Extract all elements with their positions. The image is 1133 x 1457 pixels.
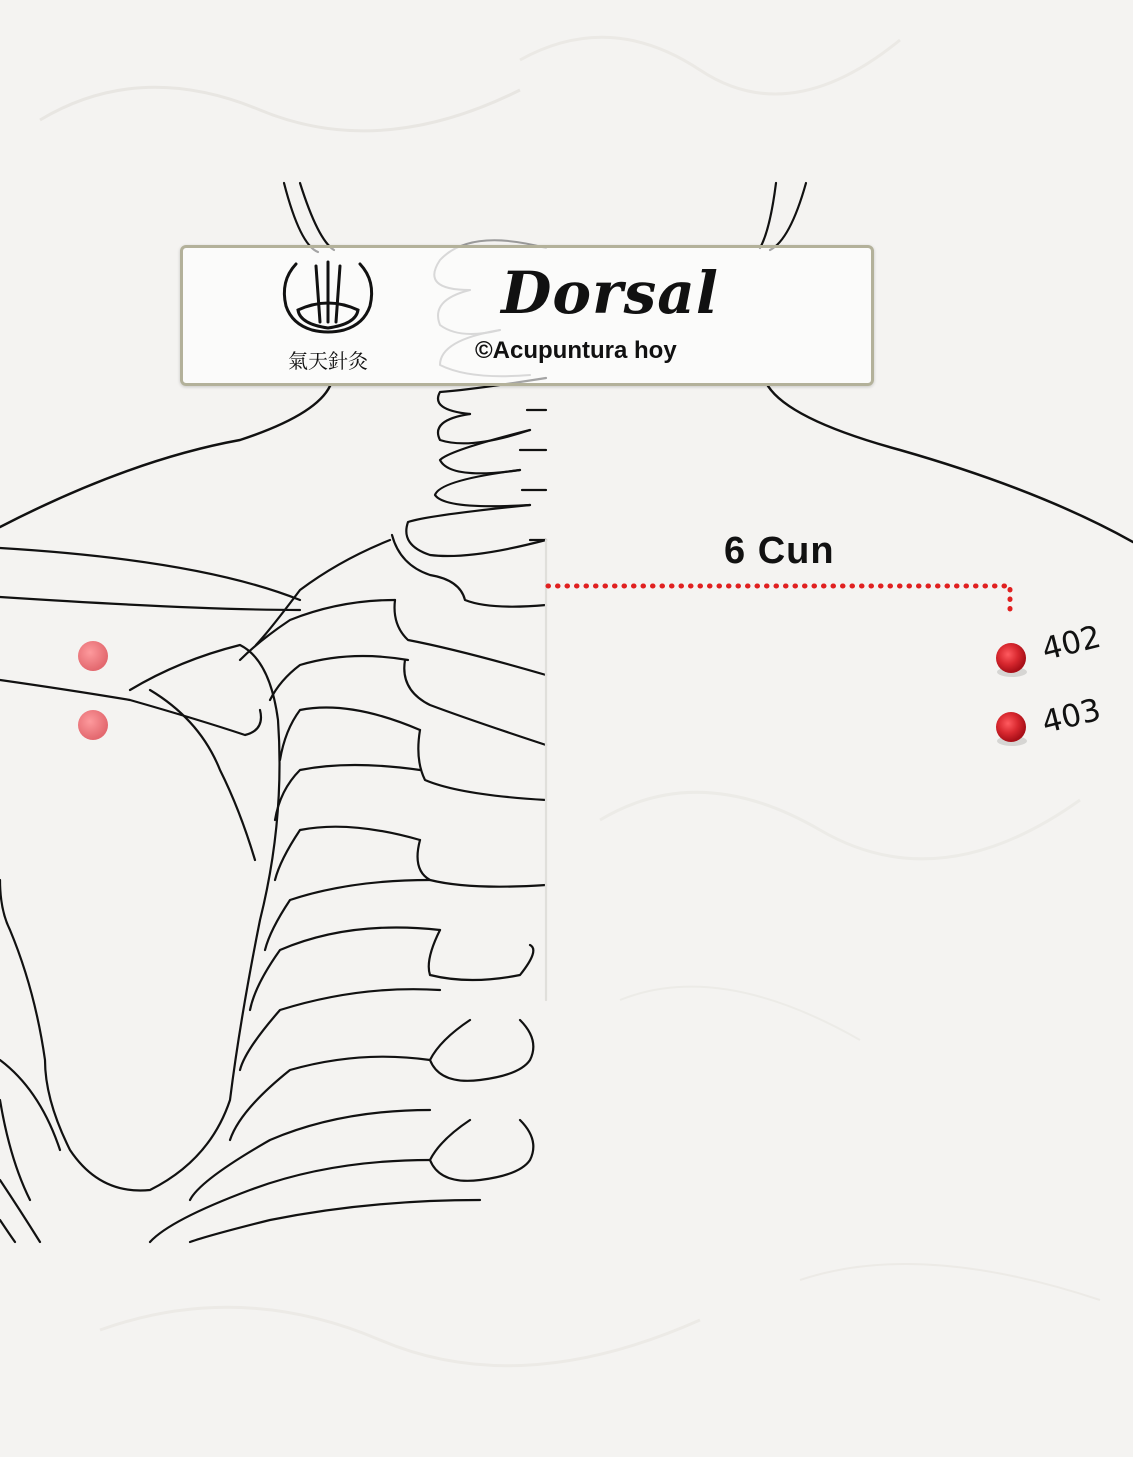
acupoint-label-402: 402 (1038, 618, 1105, 668)
page-title: Dorsal (501, 259, 719, 327)
measurement-label: 6 Cun (724, 530, 835, 572)
acupoint-402 (996, 643, 1026, 673)
copyright-text: ©Acupuntura hoy (475, 337, 677, 364)
acupoint-403 (996, 712, 1026, 742)
acupoint-label-403: 403 (1038, 691, 1105, 741)
acupoint-402-left (78, 641, 108, 671)
acupoint-403-left (78, 710, 108, 740)
logo-caption: 氣天針灸 (288, 349, 368, 373)
